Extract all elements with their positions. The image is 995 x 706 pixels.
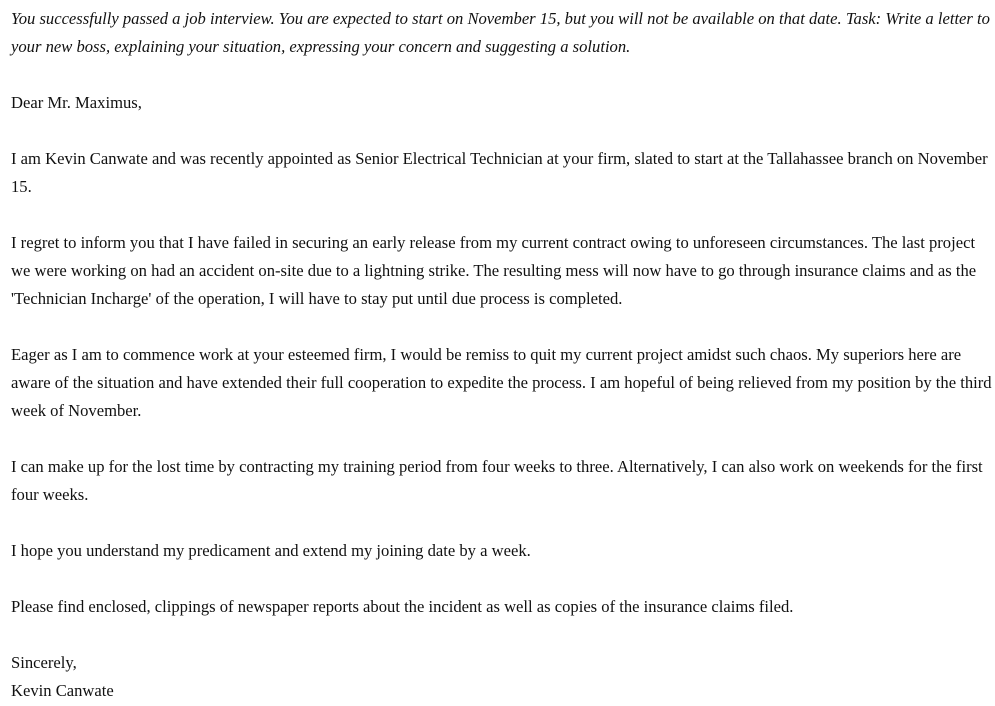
task-prompt: You successfully passed a job interview. You are expected to start on November 15, but you will not be available on that date. Task: Write a letter to your new boss, explaining your situation, expressing your concern and suggesting a solution. [11,9,990,56]
closing-phrase: Sincerely, [11,653,77,672]
letter-closing-block [11,649,993,705]
letter-paragraph-situation: I regret to inform you that I have failed in securing an early release from my current contract owing to unforeseen circumstances. The last project we were working on had an accident on-site due to a lightning strike. The resulting mess will now have to go through insurance claims and as the 'Technician Incharge' of the operation, I will have to stay put until due process is completed. [11,233,977,308]
signature-name: Kevin Canwate [11,681,114,700]
salutation: Dear Mr. Maximus, [11,93,142,112]
letter-paragraph-request: I hope you understand my predicament and extend my joining date by a week. [11,541,531,560]
letter-paragraph-concern: Eager as I am to commence work at your esteemed firm, I would be remiss to quit my current project amidst such chaos. My superiors here are aware of the situation and have extended their full cooperation to expedite the process. I am hopeful of being relieved from my position by the third week of November. [11,345,992,420]
letter-paragraph-solution: I can make up for the lost time by contracting my training period from four weeks to three. Alternatively, I can also work on weekends for the first four weeks. [11,457,983,504]
letter-paragraph-enclosures: Please find enclosed, clippings of newspaper reports about the incident as well as copies of the insurance claims filed. [11,597,794,616]
letter-paragraph-intro: I am Kevin Canwate and was recently appointed as Senior Electrical Technician at your firm, slated to start at the Tallahassee branch on November 15. [11,149,988,196]
document-page [11,5,993,705]
